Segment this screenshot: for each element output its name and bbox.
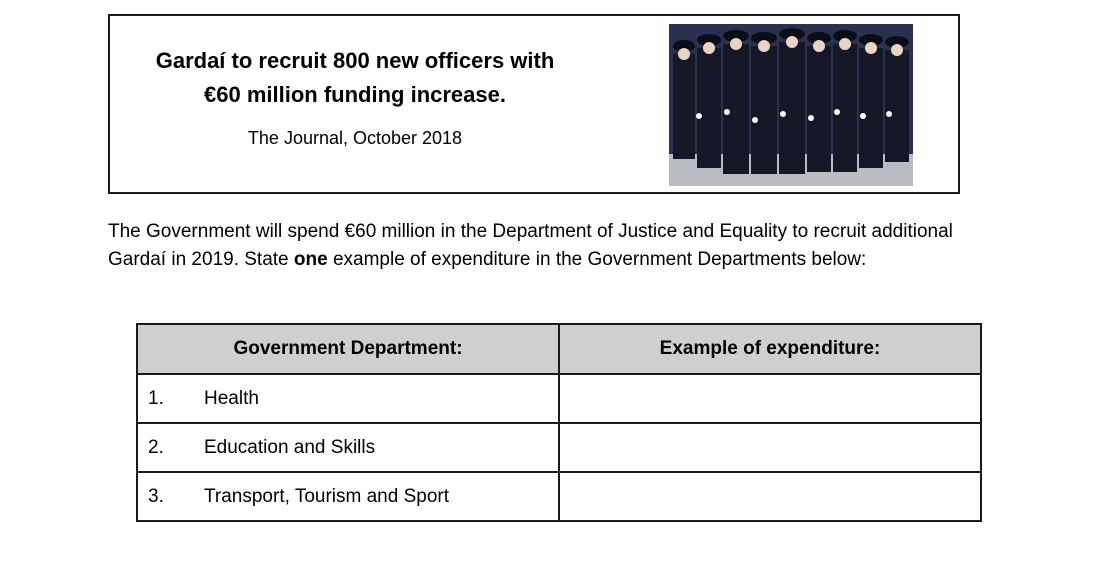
intro-text-2: example of expenditure in the Government Departments below: <box>327 249 867 270</box>
table-row <box>137 423 981 472</box>
departments-table <box>136 323 982 522</box>
row-number: 3. <box>148 485 164 507</box>
expenditure-answer-cell[interactable] <box>559 423 981 472</box>
header-government-department: Government Department: <box>137 324 559 374</box>
intro-paragraph <box>108 218 988 274</box>
department-name: Education and Skills <box>204 436 376 458</box>
table-row <box>137 374 981 423</box>
table-header-row <box>137 324 981 374</box>
headline-source: The Journal, October 2018 <box>247 128 463 148</box>
header-example-of-expenditure: Example of expenditure: <box>559 324 981 374</box>
headline-line-1: Gardaí to recruit 800 new officers with <box>155 48 555 73</box>
table-row <box>137 472 981 521</box>
department-cell <box>137 472 559 521</box>
expenditure-answer-cell[interactable] <box>559 374 981 423</box>
intro-text-1: The Government will spend €60 million in the Department of Justice and Equality to recruit additional Gardaí in 2019. State <box>108 221 953 270</box>
garda-officers-marching-photo <box>669 24 913 186</box>
officers-illustration <box>669 24 913 186</box>
department-cell <box>137 423 559 472</box>
intro-emphasis: one <box>293 249 328 270</box>
row-number: 2. <box>148 436 164 458</box>
expenditure-answer-cell[interactable] <box>559 472 981 521</box>
row-number: 1. <box>148 387 164 409</box>
department-name: Transport, Tourism and Sport <box>204 485 449 507</box>
department-name: Health <box>204 387 259 409</box>
headline <box>110 44 600 112</box>
department-cell <box>137 374 559 423</box>
headline-line-2: €60 million funding increase. <box>204 82 506 107</box>
headline-box <box>108 14 960 194</box>
